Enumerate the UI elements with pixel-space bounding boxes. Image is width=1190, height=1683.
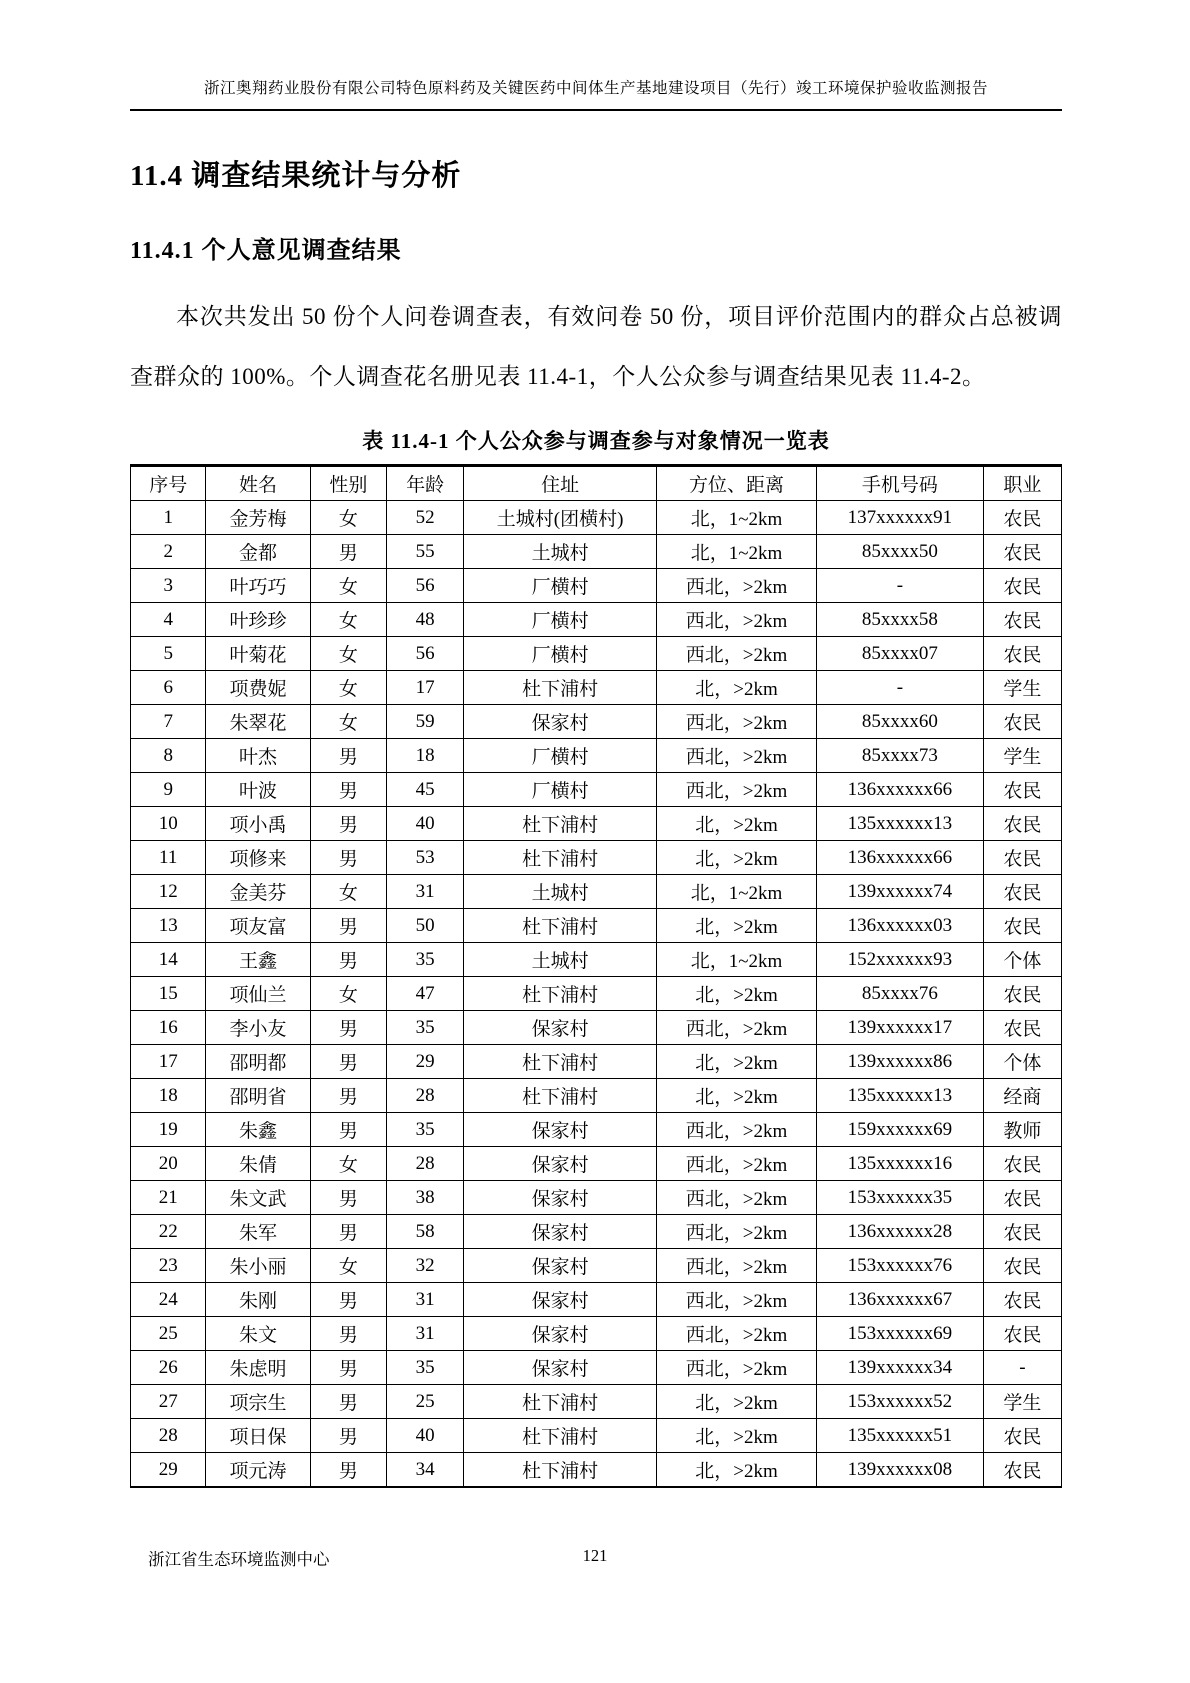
table-cell: 40: [387, 807, 464, 841]
running-header: [130, 0, 1062, 111]
table-cell: 男: [310, 1215, 386, 1249]
table-cell: 西北，>2km: [656, 1283, 816, 1317]
table-cell: 135xxxxxx13: [817, 1079, 984, 1113]
table-cell: 男: [310, 1181, 386, 1215]
table-title: 表 11.4-1 个人公众参与调查参与对象情况一览表: [362, 429, 830, 453]
table-cell: 土城村(团横村): [464, 501, 657, 535]
table-cell: 50: [387, 909, 464, 943]
table-cell: 农民: [983, 535, 1061, 569]
table-cell: 叶菊花: [206, 637, 310, 671]
table-row: [131, 807, 1062, 841]
table-cell: 杜下浦村: [464, 1453, 657, 1488]
table-row: [131, 1351, 1062, 1385]
table-cell: 西北，>2km: [656, 1249, 816, 1283]
table-cell: 西北，>2km: [656, 603, 816, 637]
table-cell: 农民: [983, 1181, 1061, 1215]
table-cell: 26: [131, 1351, 206, 1385]
table-cell: 学生: [983, 739, 1061, 773]
table-cell: 朱虑明: [206, 1351, 310, 1385]
table-cell: 6: [131, 671, 206, 705]
table-cell: 139xxxxxx86: [817, 1045, 984, 1079]
table-cell: 23: [131, 1249, 206, 1283]
table-cell: 西北，>2km: [656, 1181, 816, 1215]
table-cell: 男: [310, 943, 386, 977]
table-cell: 35: [387, 943, 464, 977]
table-row: [131, 1079, 1062, 1113]
column-header: 姓名: [206, 466, 310, 501]
table-cell: 女: [310, 977, 386, 1011]
table-cell: 17: [131, 1045, 206, 1079]
table-cell: 朱倩: [206, 1147, 310, 1181]
table-cell: 137xxxxxx91: [817, 501, 984, 535]
table-cell: 男: [310, 1453, 386, 1488]
table-cell: 杜下浦村: [464, 671, 657, 705]
column-header: 住址: [464, 466, 657, 501]
table-cell: 朱小丽: [206, 1249, 310, 1283]
table-cell: 项日保: [206, 1419, 310, 1453]
table-cell: 项友富: [206, 909, 310, 943]
table-cell: 13: [131, 909, 206, 943]
table-row: [131, 1283, 1062, 1317]
table-cell: 保家村: [464, 705, 657, 739]
table-cell: 55: [387, 535, 464, 569]
table-cell: 22: [131, 1215, 206, 1249]
table-cell: 北，1~2km: [656, 535, 816, 569]
table-cell: 北，>2km: [656, 1453, 816, 1488]
table-cell: 女: [310, 1249, 386, 1283]
table-cell: 男: [310, 1317, 386, 1351]
table-cell: 48: [387, 603, 464, 637]
table-cell: 14: [131, 943, 206, 977]
table-cell: 朱翠花: [206, 705, 310, 739]
table-cell: 叶杰: [206, 739, 310, 773]
table-cell: 个体: [983, 1045, 1061, 1079]
table-cell: 85xxxx07: [817, 637, 984, 671]
table-cell: 朱文武: [206, 1181, 310, 1215]
table-cell: 保家村: [464, 1317, 657, 1351]
table-row: [131, 1249, 1062, 1283]
table-cell: 北，>2km: [656, 1079, 816, 1113]
table-row: [131, 603, 1062, 637]
table-cell: 土城村: [464, 943, 657, 977]
table-cell: 土城村: [464, 535, 657, 569]
table-cell: 项宗生: [206, 1385, 310, 1419]
table-cell: 保家村: [464, 1147, 657, 1181]
table-cell: 叶珍珍: [206, 603, 310, 637]
table-cell: 女: [310, 705, 386, 739]
table-cell: 教师: [983, 1113, 1061, 1147]
table-cell: 32: [387, 1249, 464, 1283]
table-cell: 西北，>2km: [656, 1147, 816, 1181]
table-cell: 项费妮: [206, 671, 310, 705]
table-cell: -: [983, 1351, 1061, 1385]
table-cell: 135xxxxxx51: [817, 1419, 984, 1453]
table-cell: 农民: [983, 501, 1061, 535]
table-cell: 农民: [983, 1011, 1061, 1045]
table-row: [131, 1419, 1062, 1453]
table-cell: 西北，>2km: [656, 1215, 816, 1249]
table-cell: 个体: [983, 943, 1061, 977]
table-cell: 52: [387, 501, 464, 535]
table-cell: 王鑫: [206, 943, 310, 977]
table-cell: 农民: [983, 1453, 1061, 1488]
table-cell: 项小禹: [206, 807, 310, 841]
table-cell: 29: [131, 1453, 206, 1488]
table-cell: 杜下浦村: [464, 1385, 657, 1419]
table-row: [131, 875, 1062, 909]
table-row: [131, 1181, 1062, 1215]
table-cell: 25: [131, 1317, 206, 1351]
table-cell: 杜下浦村: [464, 841, 657, 875]
table-cell: 18: [387, 739, 464, 773]
table-cell: 139xxxxxx17: [817, 1011, 984, 1045]
table-cell: 29: [387, 1045, 464, 1079]
table-cell: 34: [387, 1453, 464, 1488]
table-cell: 北，>2km: [656, 1045, 816, 1079]
table-cell: 男: [310, 739, 386, 773]
table-cell: 20: [131, 1147, 206, 1181]
table-cell: 农民: [983, 1249, 1061, 1283]
table-cell: 厂横村: [464, 739, 657, 773]
table-cell: 男: [310, 909, 386, 943]
table-cell: 邵明都: [206, 1045, 310, 1079]
table-row: [131, 705, 1062, 739]
table-cell: 女: [310, 501, 386, 535]
table-cell: 项元涛: [206, 1453, 310, 1488]
table-cell: 北，>2km: [656, 1419, 816, 1453]
table-cell: 西北，>2km: [656, 1351, 816, 1385]
column-header: 职业: [983, 466, 1061, 501]
table-cell: 男: [310, 1079, 386, 1113]
table-cell: 保家村: [464, 1181, 657, 1215]
table-cell: 35: [387, 1113, 464, 1147]
table-cell: 53: [387, 841, 464, 875]
table-cell: -: [817, 671, 984, 705]
table-cell: 农民: [983, 841, 1061, 875]
table-cell: 农民: [983, 637, 1061, 671]
table-cell: 西北，>2km: [656, 569, 816, 603]
table-cell: 经商: [983, 1079, 1061, 1113]
footer-organization: 浙江省生态环境监测中心: [148, 1550, 330, 1569]
table-cell: 47: [387, 977, 464, 1011]
table-row: [131, 739, 1062, 773]
table-row: [131, 535, 1062, 569]
running-header-title: 浙江奥翔药业股份有限公司特色原料药及关键医药中间体生产基地建设项目（先行）竣工环境保护验收监测报告: [203, 80, 988, 97]
table-cell: 27: [131, 1385, 206, 1419]
table-cell: 金都: [206, 535, 310, 569]
table-cell: 农民: [983, 705, 1061, 739]
table-row: [131, 637, 1062, 671]
body-paragraph: 本次共发出 50 份个人问卷调查表，有效问卷 50 份，项目评价范围内的群众占总被调查群众的 100%。个人调查花名册见表 11.4-1，个人公众参与调查结果见表 11.4-2。: [130, 304, 1062, 389]
table-cell: 28: [387, 1147, 464, 1181]
column-header: 年龄: [387, 466, 464, 501]
table-cell: 136xxxxxx67: [817, 1283, 984, 1317]
table-cell: 朱军: [206, 1215, 310, 1249]
table-row: [131, 671, 1062, 705]
table-cell: 西北，>2km: [656, 773, 816, 807]
table-row: [131, 773, 1062, 807]
table-cell: 男: [310, 807, 386, 841]
table-cell: 15: [131, 977, 206, 1011]
table-cell: 24: [131, 1283, 206, 1317]
table-cell: 135xxxxxx16: [817, 1147, 984, 1181]
table-cell: 农民: [983, 773, 1061, 807]
table-cell: 土城村: [464, 875, 657, 909]
table-cell: 8: [131, 739, 206, 773]
column-header: 性别: [310, 466, 386, 501]
table-cell: 85xxxx73: [817, 739, 984, 773]
table-cell: 农民: [983, 807, 1061, 841]
table-cell: 厂横村: [464, 773, 657, 807]
table-cell: 28: [387, 1079, 464, 1113]
table-body: [131, 501, 1062, 1488]
table-cell: 农民: [983, 1419, 1061, 1453]
column-header: 方位、距离: [656, 466, 816, 501]
table-cell: 厂横村: [464, 603, 657, 637]
table-cell: 朱鑫: [206, 1113, 310, 1147]
table-cell: 农民: [983, 569, 1061, 603]
table-cell: 学生: [983, 1385, 1061, 1419]
table-cell: 西北，>2km: [656, 1317, 816, 1351]
table-cell: 19: [131, 1113, 206, 1147]
table-cell: 北，>2km: [656, 909, 816, 943]
table-cell: 136xxxxxx28: [817, 1215, 984, 1249]
table-cell: 农民: [983, 909, 1061, 943]
table-cell: 北，1~2km: [656, 875, 816, 909]
table-cell: 女: [310, 603, 386, 637]
table-cell: 男: [310, 841, 386, 875]
table-cell: 31: [387, 1317, 464, 1351]
page-number: 121: [582, 1546, 608, 1565]
table-cell: 农民: [983, 1317, 1061, 1351]
table-cell: 85xxxx76: [817, 977, 984, 1011]
table-cell: 学生: [983, 671, 1061, 705]
table-cell: 56: [387, 569, 464, 603]
table-cell: 17: [387, 671, 464, 705]
table-cell: 135xxxxxx13: [817, 807, 984, 841]
table-row: [131, 1385, 1062, 1419]
table-cell: 35: [387, 1011, 464, 1045]
table-cell: 农民: [983, 603, 1061, 637]
table-cell: 女: [310, 671, 386, 705]
table-cell: 3: [131, 569, 206, 603]
table-row: [131, 501, 1062, 535]
table-cell: 136xxxxxx66: [817, 841, 984, 875]
table-cell: 7: [131, 705, 206, 739]
table-cell: 12: [131, 875, 206, 909]
table-cell: 杜下浦村: [464, 1079, 657, 1113]
table-cell: 4: [131, 603, 206, 637]
table-cell: 金美芬: [206, 875, 310, 909]
table-row: [131, 1147, 1062, 1181]
table-cell: 农民: [983, 977, 1061, 1011]
table-cell: 农民: [983, 1147, 1061, 1181]
table-cell: 45: [387, 773, 464, 807]
table-cell: 女: [310, 637, 386, 671]
table-cell: 项仙兰: [206, 977, 310, 1011]
table-cell: 保家村: [464, 1249, 657, 1283]
table-cell: 西北，>2km: [656, 1113, 816, 1147]
subsection-heading: 11.4.1 个人意见调查结果: [130, 238, 402, 264]
table-cell: 139xxxxxx34: [817, 1351, 984, 1385]
table-row: [131, 841, 1062, 875]
table-cell: 153xxxxxx69: [817, 1317, 984, 1351]
table-cell: 28: [131, 1419, 206, 1453]
table-cell: 西北，>2km: [656, 739, 816, 773]
table-cell: 85xxxx60: [817, 705, 984, 739]
survey-table: [130, 464, 1062, 1488]
table-row: [131, 977, 1062, 1011]
table-cell: 40: [387, 1419, 464, 1453]
table-cell: 北，>2km: [656, 807, 816, 841]
table-cell: 152xxxxxx93: [817, 943, 984, 977]
table-cell: -: [817, 569, 984, 603]
table-cell: 男: [310, 1351, 386, 1385]
table-cell: 女: [310, 1147, 386, 1181]
table-cell: 北，>2km: [656, 977, 816, 1011]
table-cell: 杜下浦村: [464, 977, 657, 1011]
table-cell: 男: [310, 1113, 386, 1147]
table-cell: 女: [310, 569, 386, 603]
table-cell: 153xxxxxx76: [817, 1249, 984, 1283]
table-row: [131, 909, 1062, 943]
table-header-row: [131, 466, 1062, 501]
table-cell: 杜下浦村: [464, 1419, 657, 1453]
table-cell: 厂横村: [464, 637, 657, 671]
table-cell: 男: [310, 1045, 386, 1079]
table-cell: 153xxxxxx52: [817, 1385, 984, 1419]
table-cell: 159xxxxxx69: [817, 1113, 984, 1147]
table-row: [131, 943, 1062, 977]
table-cell: 邵明省: [206, 1079, 310, 1113]
table-row: [131, 1453, 1062, 1488]
table-cell: 139xxxxxx74: [817, 875, 984, 909]
table-cell: 男: [310, 1011, 386, 1045]
table-row: [131, 1215, 1062, 1249]
table-cell: 2: [131, 535, 206, 569]
table-cell: 18: [131, 1079, 206, 1113]
table-cell: 男: [310, 1419, 386, 1453]
table-row: [131, 1011, 1062, 1045]
table-cell: 西北，>2km: [656, 1011, 816, 1045]
column-header: 手机号码: [817, 466, 984, 501]
page-footer: [0, 1546, 1190, 1568]
table-cell: 保家村: [464, 1351, 657, 1385]
table-cell: 56: [387, 637, 464, 671]
section-heading: 11.4 调查结果统计与分析: [130, 160, 462, 192]
table-cell: 153xxxxxx35: [817, 1181, 984, 1215]
table-cell: 北，>2km: [656, 841, 816, 875]
table-cell: 叶巧巧: [206, 569, 310, 603]
table-cell: 31: [387, 875, 464, 909]
table-cell: 西北，>2km: [656, 637, 816, 671]
table-cell: 北，>2km: [656, 671, 816, 705]
table-cell: 31: [387, 1283, 464, 1317]
header-rule: [130, 109, 1062, 111]
table-cell: 25: [387, 1385, 464, 1419]
table-cell: 项修来: [206, 841, 310, 875]
table-cell: 139xxxxxx08: [817, 1453, 984, 1488]
table-row: [131, 569, 1062, 603]
table-cell: 农民: [983, 1283, 1061, 1317]
table-cell: 金芳梅: [206, 501, 310, 535]
table-cell: 叶波: [206, 773, 310, 807]
table-cell: 11: [131, 841, 206, 875]
table-cell: 38: [387, 1181, 464, 1215]
table-row: [131, 1045, 1062, 1079]
table-cell: 5: [131, 637, 206, 671]
table-cell: 10: [131, 807, 206, 841]
table-cell: 男: [310, 535, 386, 569]
table-cell: 李小友: [206, 1011, 310, 1045]
table-cell: 西北，>2km: [656, 705, 816, 739]
column-header: 序号: [131, 466, 206, 501]
table-cell: 男: [310, 1283, 386, 1317]
table-row: [131, 1113, 1062, 1147]
table-cell: 58: [387, 1215, 464, 1249]
table-cell: 35: [387, 1351, 464, 1385]
table-cell: 女: [310, 875, 386, 909]
table-row: [131, 1317, 1062, 1351]
table-cell: 保家村: [464, 1011, 657, 1045]
table-cell: 保家村: [464, 1283, 657, 1317]
table-cell: 85xxxx58: [817, 603, 984, 637]
table-cell: 1: [131, 501, 206, 535]
table-cell: 9: [131, 773, 206, 807]
table-cell: 59: [387, 705, 464, 739]
table-cell: 朱文: [206, 1317, 310, 1351]
table-cell: 保家村: [464, 1113, 657, 1147]
table-cell: 136xxxxxx66: [817, 773, 984, 807]
table-cell: 21: [131, 1181, 206, 1215]
table-cell: 北，1~2km: [656, 501, 816, 535]
table-cell: 16: [131, 1011, 206, 1045]
table-cell: 北，1~2km: [656, 943, 816, 977]
table-cell: 136xxxxxx03: [817, 909, 984, 943]
table-cell: 杜下浦村: [464, 1045, 657, 1079]
table-cell: 北，>2km: [656, 1385, 816, 1419]
table-cell: 男: [310, 773, 386, 807]
table-cell: 农民: [983, 1215, 1061, 1249]
table-cell: 农民: [983, 875, 1061, 909]
table-cell: 85xxxx50: [817, 535, 984, 569]
table-cell: 杜下浦村: [464, 909, 657, 943]
table-cell: 厂横村: [464, 569, 657, 603]
table-cell: 朱刚: [206, 1283, 310, 1317]
table-cell: 杜下浦村: [464, 807, 657, 841]
table-cell: 保家村: [464, 1215, 657, 1249]
table-cell: 男: [310, 1385, 386, 1419]
